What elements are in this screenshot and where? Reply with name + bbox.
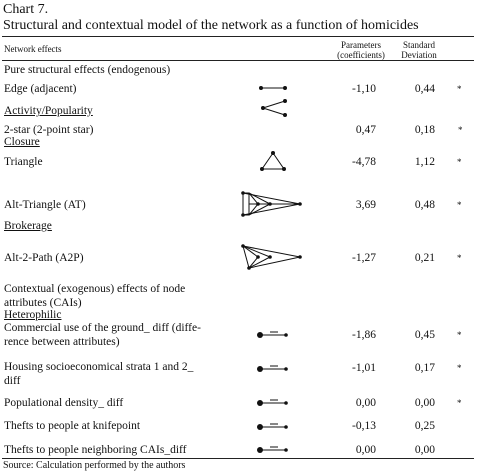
row-coef: -4,78 [352, 156, 376, 168]
section-heterophilic: Heterophilic [4, 309, 62, 321]
top-rule [2, 36, 474, 37]
row-label-housing-cont: diff [4, 375, 21, 387]
row-sd: 0,18 [414, 124, 435, 136]
row-significance: * [457, 84, 462, 94]
alt-triangle-icon [240, 191, 304, 217]
row-coef: -0,13 [352, 420, 376, 432]
triangle-icon [258, 150, 288, 172]
row-label-housing: Housing socioeconomical strata 1 and 2_ [4, 361, 194, 373]
row-sd: 0,00 [414, 444, 435, 456]
section-brokerage: Brokerage [4, 220, 52, 232]
header-standard-deviation: Standard Deviation [401, 40, 437, 60]
row-coef: 0,00 [355, 397, 376, 409]
section-pure-structural: Pure structural effects (endogenous) [4, 64, 171, 76]
source-note: Source: Calculation performed by the authors [3, 460, 186, 471]
row-significance: * [458, 125, 463, 135]
row-label-thefts-knifepoint: Thefts to people at knifepoint [4, 420, 141, 432]
row-label-density: Populational density_ diff [4, 397, 124, 409]
row-significance: * [457, 200, 462, 210]
row-coef: -1,86 [352, 329, 376, 341]
row-sd: 0,45 [414, 329, 435, 341]
row-label-edge: Edge (adjacent) [4, 83, 77, 95]
bottom-rule [2, 458, 474, 459]
header-rule [2, 60, 474, 61]
alt-2-path-icon [240, 244, 304, 270]
header-network-effects: Network effects [4, 44, 62, 54]
row-coef: -1,27 [352, 252, 376, 264]
row-significance: * [457, 330, 462, 340]
row-sd: 0,00 [414, 397, 435, 409]
row-sd: 0,21 [414, 252, 435, 264]
attribute-edge-icon [256, 329, 290, 341]
row-sd: 1,12 [414, 156, 435, 168]
row-sd: 0,25 [414, 420, 435, 432]
header-parameters: Parameters (coefficients) [337, 40, 385, 60]
section-contextual-line2: attributes (CAIs) [4, 297, 82, 309]
row-significance: * [457, 398, 462, 408]
row-sd: 0,44 [414, 83, 435, 95]
row-coef: -1,10 [352, 83, 376, 95]
row-significance: * [457, 253, 462, 263]
row-label-two-star: 2-star (2-point star) [4, 124, 94, 136]
attribute-edge-icon [256, 421, 290, 433]
two-star-icon [258, 98, 288, 118]
row-label-commercial-use-cont: rence between attributes) [4, 336, 120, 348]
table-title: Structural and contextual model of the network as a function of homicides [3, 18, 419, 33]
section-activity-popularity: Activity/Popularity [4, 105, 93, 117]
edge-icon [258, 82, 288, 94]
row-label-triangle: Triangle [4, 156, 43, 168]
row-coef: 0,00 [355, 444, 376, 456]
row-label-alt-triangle: Alt-Triangle (AT) [4, 199, 86, 211]
attribute-edge-icon [256, 397, 290, 409]
row-label-commercial-use: Commercial use of the ground_ diff (diffe- [4, 322, 201, 334]
row-coef: 3,69 [355, 199, 376, 211]
row-significance: * [457, 157, 462, 167]
row-sd: 0,17 [414, 362, 435, 374]
row-coef: 0,47 [355, 124, 376, 136]
section-contextual-line1: Contextual (exogenous) effects of node [4, 283, 186, 295]
row-coef: -1,01 [352, 362, 376, 374]
row-label-thefts-neighboring: Thefts to people neighboring CAIs_diff [4, 444, 187, 456]
row-label-alt-2-path: Alt-2-Path (A2P) [4, 252, 84, 264]
chart-number: Chart 7. [3, 2, 49, 17]
row-sd: 0,48 [414, 199, 435, 211]
row-significance: * [457, 363, 462, 373]
section-closure: Closure [4, 136, 40, 148]
attribute-edge-icon [256, 444, 290, 456]
attribute-edge-icon [256, 363, 290, 375]
